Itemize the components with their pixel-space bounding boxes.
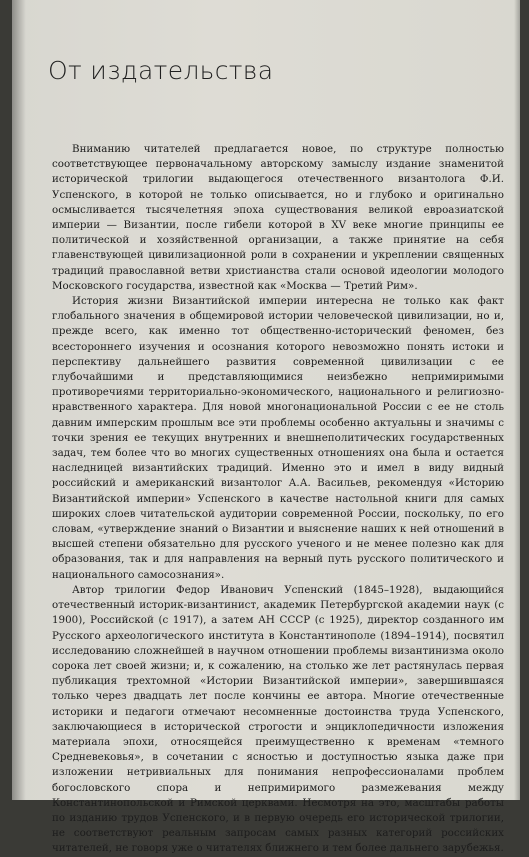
spine-shadow bbox=[12, 0, 26, 800]
page-edge-shadow bbox=[514, 0, 520, 800]
paragraph-1: Вниманию читателей предлагается новое, по структуре полностью соответствующее первоначальному авторскому замыслу издание знаменитой исторической трилогии выдающегося отечественного византолога Ф.И. Успенского, в которой не только описывается, но и глубоко и оригинально осмысливается тысячелетняя эпоха существования великой евроазиатской империи — Византии, после гибели которой в XV веке многие принципы ее политической и хозяйственной организации, а также принятие на себя главенствующей цивилизационной роли в сохранении и укреплении священных традиций православной ветви христианства стали основой идеологии молодого Московского государства, известной как «Москва — Третий Рим». bbox=[52, 143, 504, 292]
page-title: От издательства bbox=[48, 56, 274, 85]
body-text bbox=[52, 142, 504, 857]
paragraph-2: История жизни Византийской империи интересна не только как факт глобального значения в общемировой истории человеческой цивилизации, но и, прежде всего, как именно тот общественно-исторический феномен, без всестороннего изучения и осознания которого невозможно понять истоки и перспективу дальнейшего развития современной цивилизации с ее глубочайшими и представляющимися неизбежно непримиримыми противоречиями территориально-экономического, национального и религиозно-нравственного характера. Для новой многонациональной России с ее не столь давним имперским прошлым все эти проблемы особенно актуальны и значимы с точки зрения ее текущих внутренних и внешнеполитических государственных задач, тем более что во многих существенных отношениях она была и остается наследницей византийских традиций. Именно это и имел в виду видный российский и американский византолог А.А. Васильев, рекомендуя «Историю Византийской империи» Успенского в качестве настольной книги для самых широких слоев читательской аудитории современной России, поскольку, по его словам, «утверждение знаний о Византии и выяснение наших к ней отношений в высшей степени обязательно для русского ученого и не менее полезно как для образования, так и для направления на верный путь русского политического и национального самосознания». bbox=[52, 295, 504, 581]
paragraph-3: Автор трилогии Федор Иванович Успенский (1845–1928), выдающийся отечественный историк-византинист, академик Петербургской академии наук (с 1900), Российской (с 1917), а затем АН СССР (с 1925), директор созданного им Русского археологического института в Константинополе (1894–1914), посвятил исследованию сложнейшей в научном отношении проблемы византинизма около сорока лет своей жизни; и, к сожалению, на столько же лет растянулась первая публикация трехтомной «Истории Византийской империи», завершившаяся только через двадцать лет после кончины ее автора. Многие отечественные историки и педагоги отмечают несомненные достоинства труда Успенского, заключающиеся в исторической строгости и энциклопедичности изложения материала эпохи, относящейся преимущественно к временам «темного Средневековья», в сочетании с ясностью и доступностью языка даже при изложении нетривиальных для понимания непрофессионалами проблем богословского спора и непримиримого размежевания между Константинопольской и Римской церквами. Несмотря на это, масштабы работы по изданию трудов Успенского, и в первую очередь его исторической трилогии, не соответствуют реальным запросам самых разных категорий российских читателей, не говоря уже о читателях ближнего и тем более дальнего зарубежья. bbox=[52, 583, 504, 855]
book-page bbox=[12, 0, 520, 855]
